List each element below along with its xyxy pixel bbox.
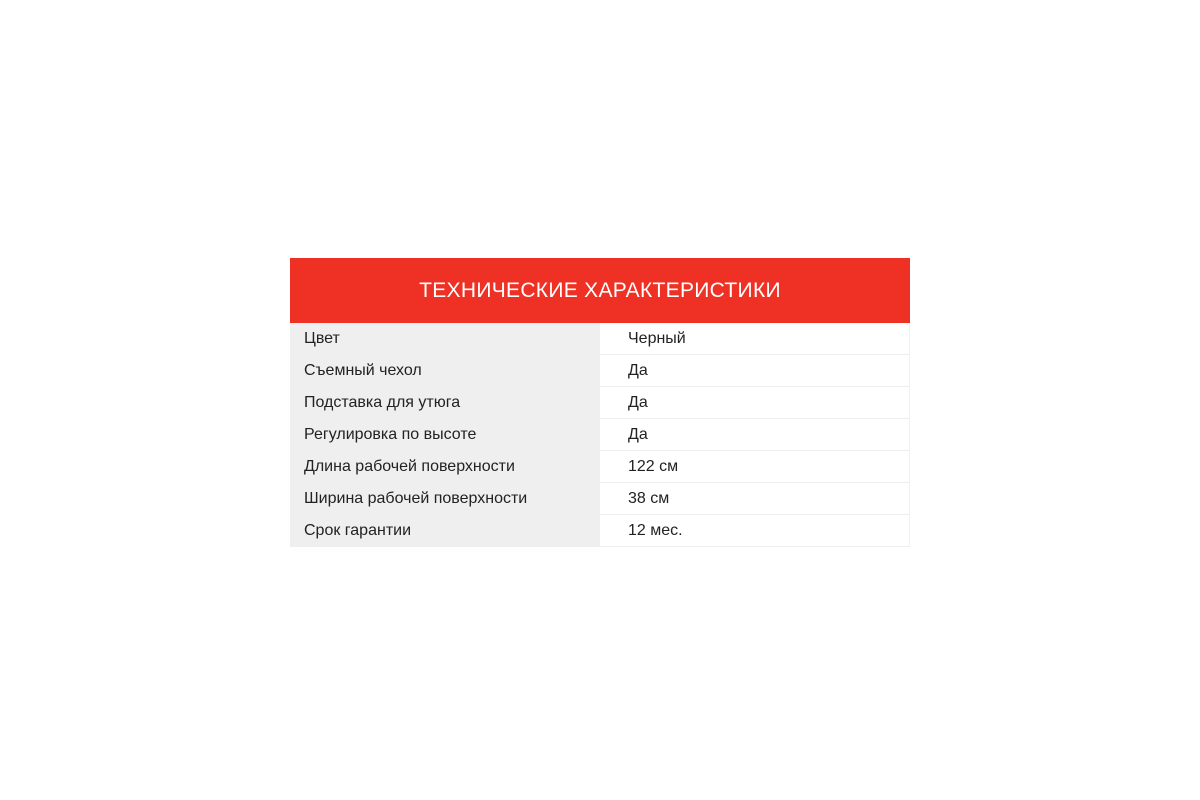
- spec-name-cell: Регулировка по высоте: [290, 419, 600, 451]
- table-row: [290, 451, 910, 483]
- table-row: [290, 387, 910, 419]
- spec-name-cell: Съемный чехол: [290, 355, 600, 387]
- table-row: [290, 323, 910, 355]
- spec-value-cell: 122 см: [600, 451, 910, 483]
- spec-table: [290, 323, 910, 547]
- table-row: [290, 515, 910, 547]
- spec-value-cell: 12 мес.: [600, 515, 910, 547]
- spec-name-cell: Цвет: [290, 323, 600, 355]
- spec-name-cell: Подставка для утюга: [290, 387, 600, 419]
- spec-card: [290, 258, 910, 547]
- table-row: [290, 483, 910, 515]
- spec-name-cell: Длина рабочей поверхности: [290, 451, 600, 483]
- spec-value-cell: Черный: [600, 323, 910, 355]
- spec-value-cell: Да: [600, 387, 910, 419]
- spec-header: [290, 258, 910, 323]
- spec-name-cell: Срок гарантии: [290, 515, 600, 547]
- spec-value-cell: 38 см: [600, 483, 910, 515]
- spec-value-cell: Да: [600, 355, 910, 387]
- table-row: [290, 419, 910, 451]
- spec-value-cell: Да: [600, 419, 910, 451]
- spec-name-cell: Ширина рабочей поверхности: [290, 483, 600, 515]
- table-row: [290, 355, 910, 387]
- spec-title: ТЕХНИЧЕСКИЕ ХАРАКТЕРИСТИКИ: [419, 278, 781, 302]
